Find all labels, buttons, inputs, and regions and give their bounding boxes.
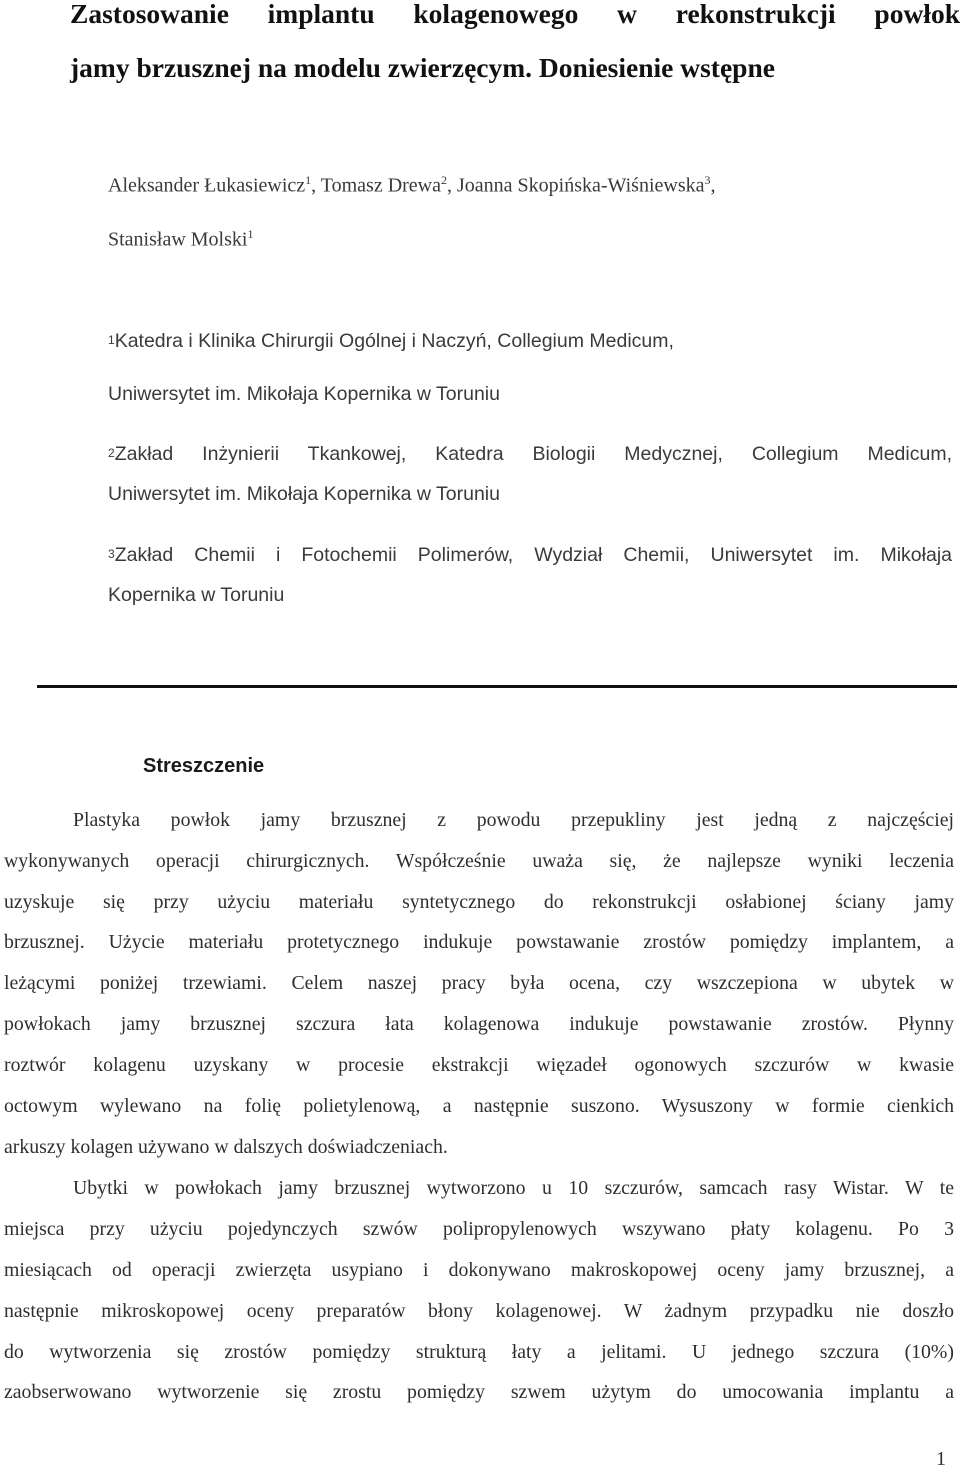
affiliation-text: Zakład Chemii i Fotochemii Polimerów, Wydział Chemii, Uniwersytet im. Mikołaja bbox=[114, 544, 952, 566]
author-affiliation-sup: 2 bbox=[441, 173, 447, 187]
affiliation-3-line-2: Kopernika w Toruniu bbox=[108, 584, 285, 606]
abstract-line: miesiącach od operacji zwierzęta usypiano i dokonywano makroskopowej oceny jamy brzusznej, a bbox=[4, 1259, 954, 1281]
abstract-line: arkuszy kolagen używano w dalszych doświadczeniach. bbox=[4, 1136, 448, 1158]
affiliation-sup: 1 bbox=[108, 333, 115, 347]
author-name: Aleksander Łukasiewicz bbox=[108, 174, 306, 197]
affiliation-sup: 3 bbox=[108, 547, 115, 561]
abstract-line: do wytworzenia się zrostów pomiędzy strukturą łaty a jelitami. U jednego szczura (10%) bbox=[4, 1341, 954, 1363]
author-separator: , bbox=[710, 174, 716, 197]
abstract-line: zaobserwowano wytworzenie się zrostu pomiędzy szwem użytym do umocowania implantu a bbox=[4, 1381, 954, 1403]
abstract-line: octowym wylewano na folię polietylenową, a następnie suszono. Wysuszony w formie cienkich bbox=[4, 1095, 954, 1117]
abstract-line: Plastyka powłok jamy brzusznej z powodu przepukliny jest jedną z najczęściej bbox=[73, 809, 954, 831]
abstract-line: brzusznej. Użycie materiału protetycznego indukuje powstawanie zrostów pomiędzy implantem, a bbox=[4, 931, 954, 953]
abstract-line: następnie mikroskopowej oceny preparatów błony kolagenowej. W żadnym przypadku nie doszło bbox=[4, 1300, 954, 1322]
abstract-line: miejsca przy użyciu pojedynczych szwów polipropylenowych wszywano płaty kolagenu. Po 3 bbox=[4, 1218, 954, 1240]
abstract-line: uzyskuje się przy użyciu materiału syntetycznego do rekonstrukcji osłabionej ściany jamy bbox=[4, 891, 954, 913]
section-divider bbox=[37, 685, 957, 688]
author-name: Stanisław Molski bbox=[108, 228, 248, 251]
title-line-2: jamy brzusznej na modelu zwierzęcym. Doniesienie wstępne bbox=[70, 52, 775, 83]
affiliation-1-line-2: Uniwersytet im. Mikołaja Kopernika w Toruniu bbox=[108, 383, 500, 405]
author-name: , Joanna Skopińska-Wiśniewska bbox=[447, 174, 705, 197]
affiliation-sup: 2 bbox=[108, 446, 115, 460]
affiliation-2-line-1 bbox=[108, 442, 952, 466]
abstract-line: wykonywanych operacji chirurgicznych. Współcześnie uważa się, że najlepsze wyniki leczenia bbox=[4, 850, 954, 872]
affiliation-3-line-1 bbox=[108, 543, 952, 567]
affiliation-2-line-2: Uniwersytet im. Mikołaja Kopernika w Toruniu bbox=[108, 483, 500, 505]
abstract-line: roztwór kolagenu uzyskany w procesie ekstrakcji więzadeł ogonowych szczurów w kwasie bbox=[4, 1054, 954, 1076]
authors-line-1 bbox=[108, 168, 716, 198]
author-name: , Tomasz Drewa bbox=[311, 174, 441, 197]
affiliation-text: Katedra i Klinika Chirurgii Ogólnej i Naczyń, Collegium Medicum, bbox=[114, 330, 674, 352]
authors-line-2 bbox=[108, 222, 253, 252]
page-number: 1 bbox=[936, 1448, 946, 1470]
abstract-line: powłokach jamy brzusznej szczura łata kolagenowa indukuje powstawanie zrostów. Płynny bbox=[4, 1013, 954, 1035]
title-line-1: Zastosowanie implantu kolagenowego w rekonstrukcji powłok bbox=[70, 0, 960, 29]
affiliation-text: Zakład Inżynierii Tkankowej, Katedra Biologii Medycznej, Collegium Medicum, bbox=[114, 443, 952, 465]
author-affiliation-sup: 3 bbox=[704, 173, 711, 187]
affiliation-1-line-1 bbox=[108, 329, 674, 353]
abstract-heading: Streszczenie bbox=[143, 755, 265, 777]
abstract-line: leżącymi poniżej trzewiami. Celem naszej pracy była ocena, czy wszczepiona w ubytek w bbox=[4, 972, 954, 994]
abstract-line: Ubytki w powłokach jamy brzusznej wytworzono u 10 szczurów, samcach rasy Wistar. W te bbox=[73, 1177, 954, 1199]
author-affiliation-sup: 1 bbox=[305, 173, 312, 187]
author-affiliation-sup: 1 bbox=[247, 227, 254, 241]
